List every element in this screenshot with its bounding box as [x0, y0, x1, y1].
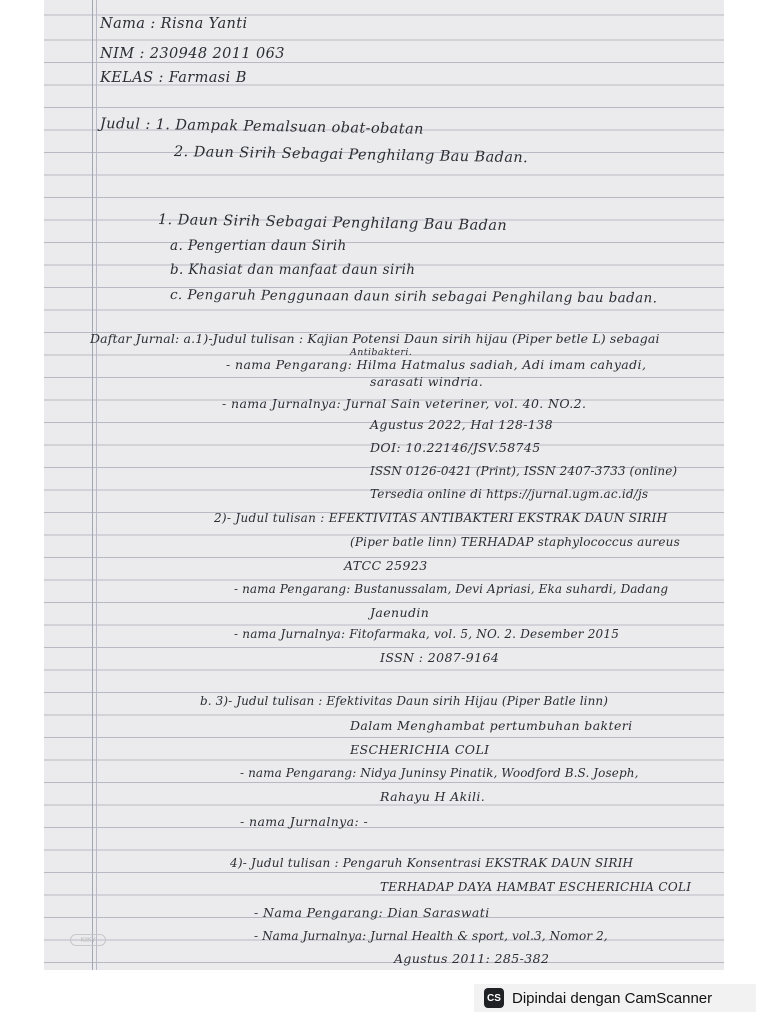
text-line-jurnal-1: - nama Jurnalnya: Jurnal Sain veteriner, vol. 40. NO.2.: [222, 396, 587, 411]
text-line-kelas: KELAS : Farmasi B: [100, 70, 247, 86]
text-line-topic-c: c. Pengaruh Penggunaan daun sirih sebagai Penghilang bau badan.: [169, 287, 658, 307]
text-line-pengarang-1-cont: sarasati windria.: [370, 374, 484, 389]
text-line-judul-4-cont: TERHADAP DAYA HAMBAT ESCHERICHIA COLI: [380, 880, 692, 894]
notebook-stamp: KIKY: [70, 934, 106, 946]
text-line-judul-4-title: 4)- Judul tulisan : Pengaruh Konsentrasi EKSTRAK DAUN SIRIH: [230, 856, 634, 870]
text-line-jurnal-2: - nama Jurnalnya: Fitofarmaka, vol. 5, NO. 2. Desember 2015: [234, 627, 620, 641]
text-line-jurnal-1-url: Tersedia online di https://jurnal.ugm.ac.id/js: [370, 487, 649, 501]
text-line-judul-2-cont: (Piper batle linn) TERHADAP staphylococcus aureus: [350, 535, 680, 549]
text-line-pengarang-3: - nama Pengarang: Nidya Juninsy Pinatik, Woodford B.S. Joseph,: [240, 766, 639, 780]
margin-line: [92, 0, 93, 970]
text-line-jurnal-1-doi: DOI: 10.22146/JSV.58745: [370, 440, 541, 455]
text-line-topic-title: 1. Daun Sirih Sebagai Penghilang Bau Badan: [157, 212, 508, 235]
text-line-judul-3-title: b. 3)- Judul tulisan : Efektivitas Daun sirih Hijau (Piper Batle linn): [200, 694, 609, 708]
text-line-jurnal-3: - nama Jurnalnya: -: [240, 814, 369, 829]
text-line-pengarang-2-cont: Jaenudin: [370, 605, 430, 620]
notebook-page: [44, 0, 724, 970]
text-line-jurnal-4: - Nama Jurnalnya: Jurnal Health & sport, vol.3, Nomor 2,: [254, 929, 608, 943]
text-line-judul-1: Judul : 1. Dampak Pemalsuan obat-obatan: [99, 116, 424, 138]
text-line-judul-2-title: 2)- Judul tulisan : EFEKTIVITAS ANTIBAKTERI EKSTRAK DAUN SIRIH: [214, 511, 668, 525]
camscanner-logo-icon: CS: [484, 988, 504, 1008]
camscanner-watermark: [474, 984, 756, 1012]
text-line-judul-2-atcc: ATCC 25923: [344, 558, 428, 573]
text-line-daftar-1-cont: Antibakteri.: [350, 347, 413, 358]
text-line-pengarang-1: - nama Pengarang: Hilma Hatmalus sadiah, Adi imam cahyadi,: [226, 357, 647, 372]
margin-line-secondary: [96, 0, 97, 970]
text-line-pengarang-3-cont: Rahayu H Akili.: [380, 789, 486, 804]
text-line-jurnal-1-date: Agustus 2022, Hal 128-138: [370, 417, 553, 432]
text-line-jurnal-4-date: Agustus 2011: 285-382: [394, 951, 550, 966]
camscanner-text: Dipindai dengan CamScanner: [512, 989, 713, 1007]
text-line-pengarang-4: - Nama Pengarang: Dian Saraswati: [254, 905, 490, 920]
text-line-pengarang-2: - nama Pengarang: Bustanussalam, Devi Apriasi, Eka suhardi, Dadang: [234, 582, 669, 596]
text-line-jurnal-1-issn: ISSN 0126-0421 (Print), ISSN 2407-3733 (online): [370, 464, 678, 478]
text-line-topic-b: b. Khasiat dan manfaat daun sirih: [170, 262, 416, 278]
text-line-judul-3-cont: Dalam Menghambat pertumbuhan bakteri: [350, 718, 633, 733]
text-line-jurnal-2-issn: ISSN : 2087-9164: [380, 650, 500, 665]
text-line-daftar-1: Daftar Jurnal: a.1)-Judul tulisan : Kajian Potensi Daun sirih hijau (Piper betle L) sebagai: [90, 331, 660, 346]
text-line-nim: NIM : 230948 2011 063: [100, 46, 285, 62]
text-line-judul-2: 2. Daun Sirih Sebagai Penghilang Bau Badan.: [173, 144, 529, 167]
text-line-judul-3-ecoli: ESCHERICHIA COLI: [350, 742, 490, 757]
text-line-topic-a: a. Pengertian daun Sirih: [170, 238, 347, 254]
text-line-name: Nama : Risna Yanti: [100, 16, 248, 32]
